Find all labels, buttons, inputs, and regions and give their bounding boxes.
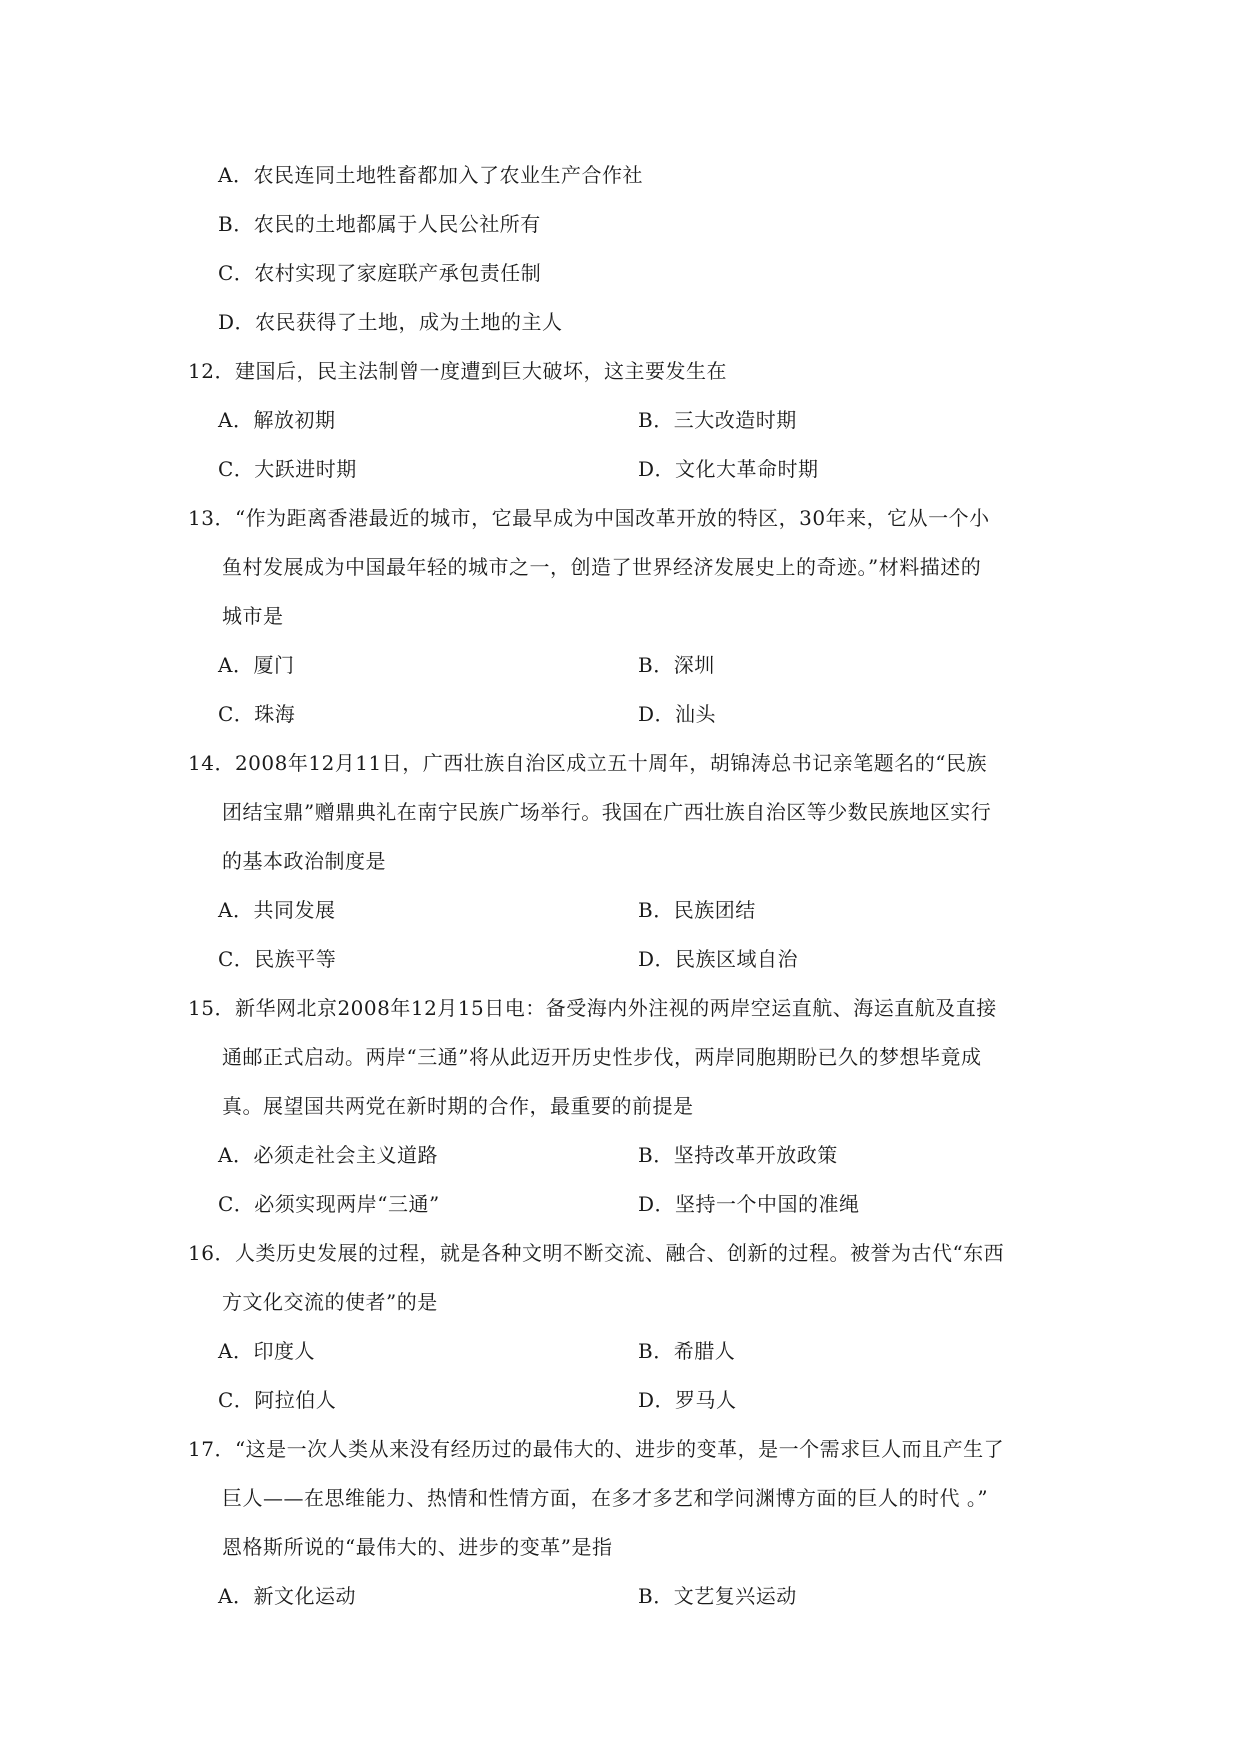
q14-option-d: D．民族区域自治 — [638, 947, 799, 971]
q15-stem-line-2: 通邮正式启动。两岸“三通”将从此迈开历史性步伐，两岸同胞期盼已久的梦想毕竟成 — [222, 1045, 982, 1069]
q11-option-c: C．农村实现了家庭联产承包责任制 — [218, 261, 542, 285]
q15-option-a: A．必须走社会主义道路 — [218, 1143, 438, 1167]
q15-stem-line-3: 真。展望国共两党在新时期的合作，最重要的前提是 — [222, 1094, 694, 1118]
q13-stem-line-3: 城市是 — [222, 604, 284, 628]
q12-option-d: D．文化大革命时期 — [638, 457, 819, 481]
q16-option-c: C．阿拉伯人 — [218, 1388, 337, 1412]
q13-option-a: A．厦门 — [218, 653, 295, 677]
q12-option-a: A．解放初期 — [218, 408, 336, 432]
q14-option-c: C．民族平等 — [218, 947, 337, 971]
q13-stem-line-1: 13．“作为距离香港最近的城市，它最早成为中国改革开放的特区，30年来，它从一个小 — [188, 506, 990, 530]
q14-stem-line-1: 14．2008年12月11日，广西壮族自治区成立五十周年，胡锦涛总书记亲笔题名的“民族 — [188, 751, 987, 775]
q15-stem-line-1: 15．新华网北京2008年12月15日电：备受海内外注视的两岸空运直航、海运直航及直接 — [188, 996, 997, 1020]
q14-option-a: A．共同发展 — [218, 898, 336, 922]
q11-option-b: B．农民的土地都属于人民公社所有 — [218, 212, 541, 236]
q14-stem-line-3: 的基本政治制度是 — [222, 849, 386, 873]
q13-option-b: B．深圳 — [638, 653, 715, 677]
q16-option-d: D．罗马人 — [638, 1388, 737, 1412]
q17-option-b: B．文艺复兴运动 — [638, 1584, 797, 1608]
q14-option-b: B．民族团结 — [638, 898, 756, 922]
q16-stem-line-2: 方文化交流的使者”的是 — [222, 1290, 438, 1314]
q11-option-d: D．农民获得了土地，成为土地的主人 — [218, 310, 563, 334]
q17-stem-line-3: 恩格斯所说的“最伟大的、进步的变革”是指 — [222, 1535, 613, 1559]
q15-option-d: D．坚持一个中国的准绳 — [638, 1192, 860, 1216]
q12-stem: 12．建国后，民主法制曾一度遭到巨大破坏，这主要发生在 — [188, 359, 727, 383]
q16-option-b: B．希腊人 — [638, 1339, 736, 1363]
q17-option-a: A．新文化运动 — [218, 1584, 356, 1608]
q16-option-a: A．印度人 — [218, 1339, 315, 1363]
q13-option-c: C．珠海 — [218, 702, 296, 726]
q15-option-c: C．必须实现两岸“三通” — [218, 1192, 440, 1216]
q17-stem-line-2: 巨人——在思维能力、热情和性情方面，在多才多艺和学问渊博方面的巨人的时代 。” — [222, 1486, 989, 1510]
q17-stem-line-1: 17．“这是一次人类从来没有经历过的最伟大的、进步的变革，是一个需求巨人而且产生了 — [188, 1437, 1005, 1461]
q12-option-c: C．大跃进时期 — [218, 457, 357, 481]
q16-stem-line-1: 16．人类历史发展的过程，就是各种文明不断交流、融合、创新的过程。被誉为古代“东西 — [188, 1241, 1005, 1265]
q11-option-a: A．农民连同土地牲畜都加入了农业生产合作社 — [218, 163, 643, 187]
q15-option-b: B．坚持改革开放政策 — [638, 1143, 838, 1167]
q13-option-d: D．汕头 — [638, 702, 717, 726]
q13-stem-line-2: 鱼村发展成为中国最年轻的城市之一，创造了世界经济发展史上的奇迹。”材料描述的 — [222, 555, 982, 579]
q14-stem-line-2: 团结宝鼎”赠鼎典礼在南宁民族广场举行。我国在广西壮族自治区等少数民族地区实行 — [222, 800, 992, 824]
q12-option-b: B．三大改造时期 — [638, 408, 797, 432]
